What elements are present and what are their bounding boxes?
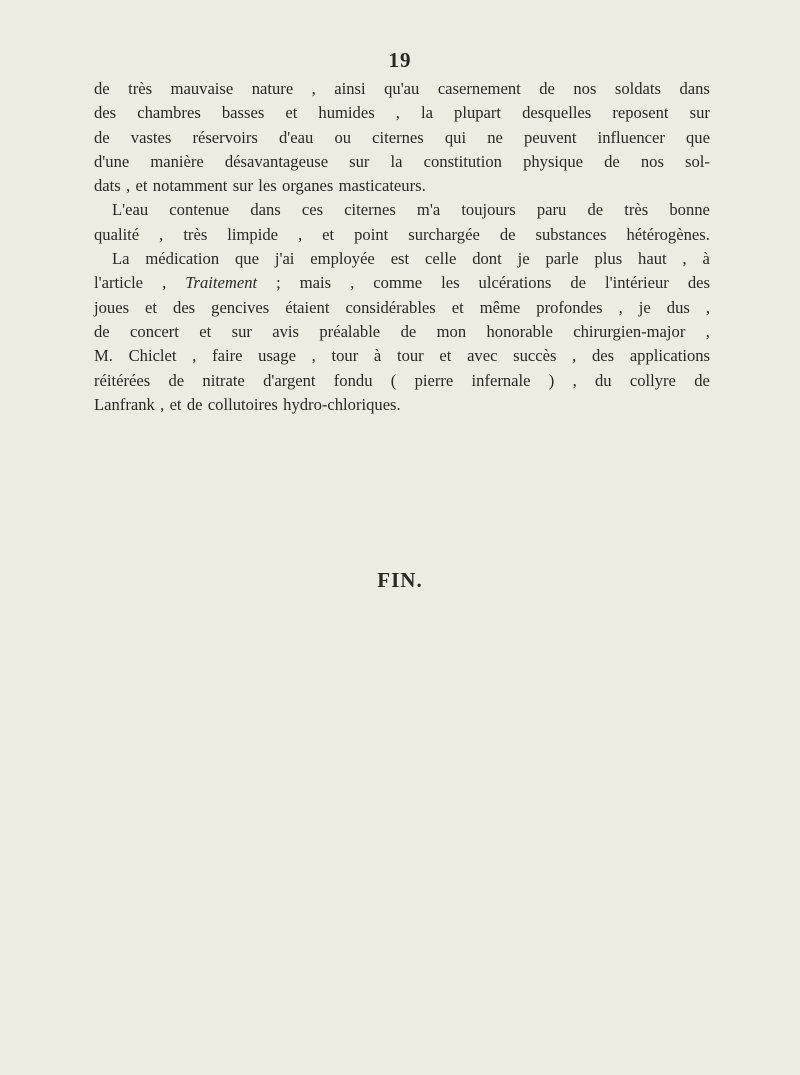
word: , — [618, 297, 623, 317]
word: celle — [425, 249, 457, 269]
word: très — [183, 224, 208, 244]
word: notamment — [152, 176, 228, 196]
word: limpide — [227, 224, 278, 244]
word: ( — [390, 370, 397, 390]
word: de — [94, 79, 110, 98]
page-number: 19 — [388, 48, 412, 72]
fin-label: FIN. — [377, 568, 423, 592]
word: hétérogènes. — [626, 224, 710, 244]
word: , — [159, 224, 164, 244]
word: masticateurs. — [338, 176, 426, 196]
word: sur — [231, 321, 252, 341]
word: , — [705, 297, 710, 317]
word: nos — [640, 151, 664, 171]
text-line — [94, 126, 710, 150]
word: casernement — [437, 79, 521, 98]
word: reposent — [612, 103, 669, 123]
word: employée — [310, 249, 375, 269]
word: et — [199, 321, 212, 341]
word: je — [638, 297, 651, 317]
word: nature — [251, 79, 294, 98]
word: même — [479, 297, 521, 317]
word: , — [682, 249, 687, 269]
word: joues — [94, 297, 130, 317]
word: dont — [472, 249, 502, 269]
word: avec — [467, 346, 498, 366]
word: que — [235, 249, 259, 269]
word: Chiclet — [128, 346, 177, 366]
word: ainsi — [334, 79, 366, 98]
word: parle — [545, 249, 579, 269]
text-line — [94, 174, 710, 198]
word: qualité — [94, 224, 140, 244]
word: et — [169, 394, 182, 414]
word: la — [390, 151, 403, 171]
word: mauvaise — [170, 79, 234, 98]
word: bonne — [669, 200, 710, 220]
word: La — [112, 249, 130, 269]
word: qui — [444, 127, 467, 147]
text-line — [94, 150, 710, 174]
word: tour — [331, 346, 359, 366]
word: paru — [536, 200, 567, 220]
word: gencives — [211, 297, 270, 317]
text-line — [94, 247, 710, 271]
text-line — [94, 320, 710, 344]
word: , — [350, 273, 355, 293]
word: réservoirs — [192, 127, 258, 147]
word: sol- — [685, 151, 710, 171]
word: nos — [573, 79, 597, 98]
text-line — [94, 369, 710, 393]
word: basses — [221, 103, 265, 123]
word: ou — [334, 127, 352, 147]
text-line — [94, 101, 710, 125]
word: de — [499, 224, 516, 244]
word: et — [322, 224, 335, 244]
word: mon — [436, 321, 467, 341]
word: de — [168, 370, 185, 390]
word: usage — [258, 346, 296, 366]
word: vastes — [130, 127, 172, 147]
word: pierre — [414, 370, 454, 390]
word: sur — [232, 176, 253, 196]
word: surchargée — [408, 224, 480, 244]
word: L'eau — [112, 200, 149, 220]
word: de — [94, 321, 110, 341]
text-line — [94, 198, 710, 222]
word: concert — [130, 321, 179, 341]
word: haut — [638, 249, 667, 269]
word: l'intérieur — [605, 273, 669, 293]
word: d'une — [94, 151, 130, 171]
word: ne — [487, 127, 503, 147]
word: plupart — [454, 103, 502, 123]
word: de — [186, 394, 203, 414]
word: , — [297, 224, 303, 244]
word: organes — [282, 176, 334, 196]
word: collutoires — [207, 394, 278, 414]
word: chambres — [137, 103, 201, 123]
text-line — [94, 77, 710, 101]
word: faire — [212, 346, 243, 366]
word: toujours — [461, 200, 516, 220]
word: influencer — [597, 127, 665, 147]
word: des — [687, 273, 710, 293]
word: des — [173, 297, 196, 317]
word: à — [702, 249, 710, 269]
word: comme — [373, 273, 423, 293]
word: m'a — [416, 200, 441, 220]
word: ces — [301, 200, 324, 220]
word: contenue — [169, 200, 230, 220]
word: l'article — [94, 273, 144, 293]
word: de — [400, 321, 417, 341]
word: sur — [349, 151, 370, 171]
word: honorable — [486, 321, 553, 341]
word: , — [705, 321, 710, 341]
word: humides — [318, 103, 375, 123]
word: , — [311, 346, 316, 366]
word: les — [258, 176, 277, 196]
word: de — [570, 273, 587, 293]
word: , — [572, 346, 577, 366]
word: , — [192, 346, 197, 366]
word: de — [539, 79, 555, 98]
word: considérables — [345, 297, 436, 317]
text-line — [94, 271, 710, 295]
word: de — [94, 127, 110, 147]
word: citernes — [372, 127, 424, 147]
word: très — [624, 200, 649, 220]
word: des — [592, 346, 615, 366]
word: point — [354, 224, 389, 244]
word: , — [311, 79, 316, 98]
word: , — [395, 103, 400, 123]
word: et — [451, 297, 464, 317]
word: chirurgien-major — [573, 321, 686, 341]
word: desquelles — [522, 103, 592, 123]
word: d'argent — [263, 370, 316, 390]
word: dats — [94, 176, 121, 196]
word: soldats — [614, 79, 661, 98]
word: ) — [548, 370, 555, 390]
word: la — [420, 103, 433, 123]
word: manière — [150, 151, 204, 171]
word: est — [390, 249, 410, 269]
word: et — [285, 103, 298, 123]
word: mais — [299, 273, 332, 293]
word: que — [685, 127, 710, 147]
word: du — [594, 370, 612, 390]
word: et — [439, 346, 452, 366]
text-line — [94, 393, 710, 417]
body-text — [94, 77, 710, 417]
word: succès — [513, 346, 557, 366]
word: et — [145, 297, 158, 317]
word: médication — [145, 249, 220, 269]
word: préalable — [319, 321, 381, 341]
word: applications — [629, 346, 710, 366]
word: dans — [250, 200, 281, 220]
word: de — [587, 200, 604, 220]
word: Lanfrank — [94, 394, 155, 414]
word: plus — [594, 249, 623, 269]
word: peuvent — [523, 127, 577, 147]
word: j'ai — [274, 249, 295, 269]
word: nitrate — [202, 370, 245, 390]
word: , — [126, 176, 131, 196]
word: , — [160, 394, 165, 414]
word: avis — [272, 321, 299, 341]
text-line — [94, 223, 710, 247]
word: sur — [689, 103, 710, 123]
word: de — [604, 151, 620, 171]
word: physique — [523, 151, 583, 171]
word: profondes — [536, 297, 603, 317]
word: des — [94, 103, 117, 123]
word: collyre — [629, 370, 676, 390]
word: citernes — [344, 200, 396, 220]
word: à — [373, 346, 382, 366]
word: réitérées — [94, 370, 151, 390]
word: constitution — [423, 151, 502, 171]
word: tour — [396, 346, 424, 366]
word: de — [694, 370, 710, 390]
text-line — [94, 344, 710, 368]
word: désavantageuse — [224, 151, 329, 171]
word: et — [135, 176, 148, 196]
word: je — [517, 249, 530, 269]
word: dans — [679, 79, 710, 98]
word: ; — [276, 273, 281, 293]
word: substances — [535, 224, 607, 244]
word: infernale — [471, 370, 531, 390]
word: Traitement — [185, 273, 258, 293]
word: d'eau — [279, 127, 314, 147]
word: dus — [666, 297, 690, 317]
word: très — [128, 79, 153, 98]
word: ulcérations — [478, 273, 552, 293]
word: , — [572, 370, 577, 390]
word: les — [441, 273, 460, 293]
word: , — [162, 273, 167, 293]
word: étaient — [285, 297, 330, 317]
word: M. — [94, 346, 113, 366]
word: qu'au — [384, 79, 420, 98]
text-line — [94, 296, 710, 320]
word: fondu — [333, 370, 373, 390]
word: hydro-chloriques. — [283, 394, 401, 414]
